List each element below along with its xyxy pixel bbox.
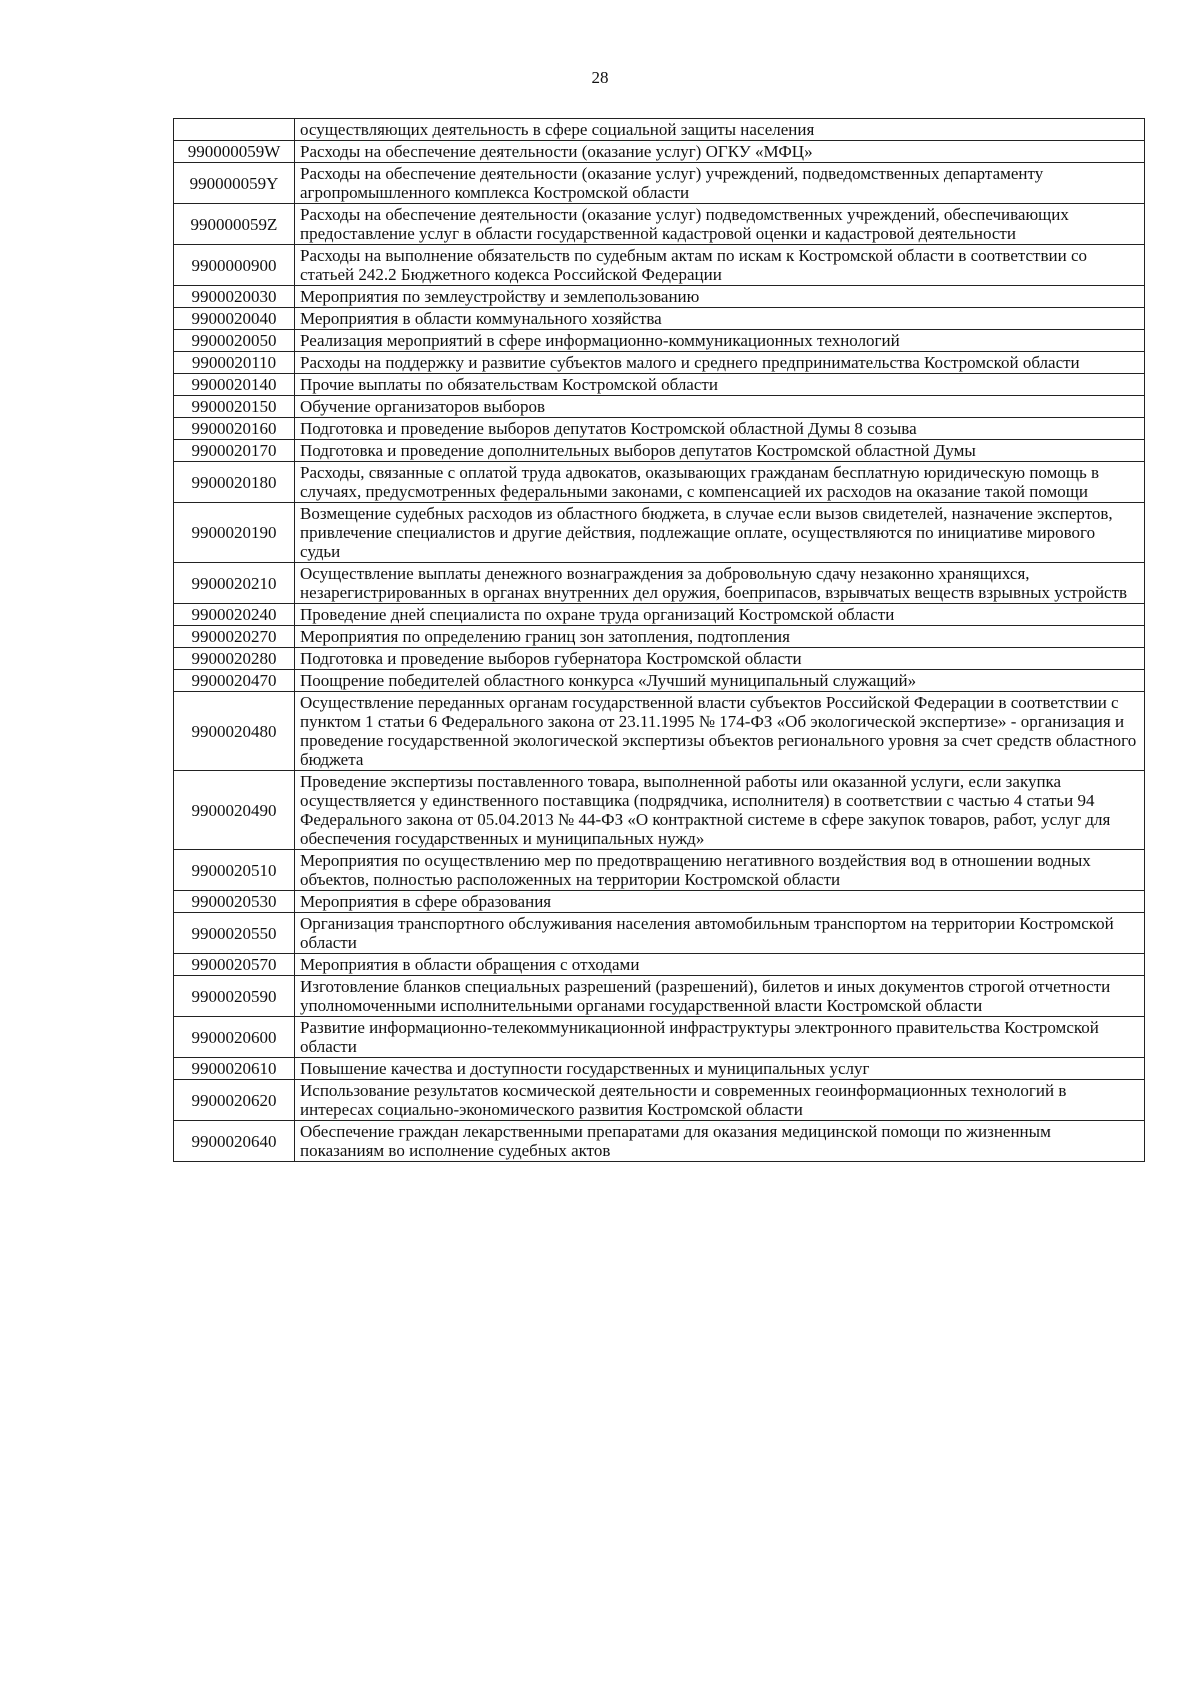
row-code: 9900020490 (174, 771, 295, 850)
row-description: Расходы на поддержку и развитие субъектов малого и среднего предпринимательства Костромской области (295, 352, 1145, 374)
row-description: Использование результатов космической деятельности и современных геоинформационных технологий в интересах социально-экономического развития Костромской области (295, 1080, 1145, 1121)
page-number: 28 (591, 68, 609, 87)
row-code: 9900020150 (174, 396, 295, 418)
row-code: 9900020110 (174, 352, 295, 374)
table-row (174, 418, 1145, 440)
table-row (174, 462, 1145, 503)
row-description: Мероприятия в области коммунального хозяйства (295, 308, 1145, 330)
table-row (174, 141, 1145, 163)
table-row (174, 976, 1145, 1017)
row-code: 9900020240 (174, 604, 295, 626)
row-description: Расходы на выполнение обязательств по судебным актам по искам к Костромской области в соответствии со статьей 242.2 Бюджетного кодекса Российской Федерации (295, 245, 1145, 286)
table-row (174, 954, 1145, 976)
row-code: 9900020510 (174, 850, 295, 891)
table-row (174, 563, 1145, 604)
table-row (174, 374, 1145, 396)
row-code: 9900020160 (174, 418, 295, 440)
row-description: Расходы на обеспечение деятельности (оказание услуг) учреждений, подведомственных департаменту агропромышленного комплекса Костромской области (295, 163, 1145, 204)
row-code: 9900020610 (174, 1058, 295, 1080)
row-description: Мероприятия по определению границ зон затопления, подтопления (295, 626, 1145, 648)
row-code: 9900020170 (174, 440, 295, 462)
row-code: 9900020190 (174, 503, 295, 563)
row-code: 9900020600 (174, 1017, 295, 1058)
row-code: 9900020570 (174, 954, 295, 976)
table-body (174, 119, 1145, 1162)
row-description: Изготовление бланков специальных разрешений (разрешений), билетов и иных документов строгой отчетности уполномоченными исполнительными органами государственной власти Костромской области (295, 976, 1145, 1017)
table-row (174, 503, 1145, 563)
row-code: 9900020140 (174, 374, 295, 396)
table-row (174, 771, 1145, 850)
row-description: Обучение организаторов выборов (295, 396, 1145, 418)
row-code: 9900020180 (174, 462, 295, 503)
row-code: 9900020640 (174, 1121, 295, 1162)
row-code: 9900020530 (174, 891, 295, 913)
row-description: Подготовка и проведение выборов депутатов Костромской областной Думы 8 созыва (295, 418, 1145, 440)
table-row (174, 1080, 1145, 1121)
table-row (174, 204, 1145, 245)
table-row (174, 163, 1145, 204)
row-description: Проведение экспертизы поставленного товара, выполненной работы или оказанной услуги, если закупка осуществляется у единственного поставщика (подрядчика, исполнителя) в соответствии с частью 4 статьи 94 Федерального закона от 05.04.2013 № 44-ФЗ «О контрактной системе в сфере закупок товаров, работ, услуг для обеспечения государственных и муниципальных нужд» (295, 771, 1145, 850)
row-code: 9900020050 (174, 330, 295, 352)
row-code: 9900020270 (174, 626, 295, 648)
row-code: 9900020550 (174, 913, 295, 954)
table-row (174, 1058, 1145, 1080)
row-code: 9900020030 (174, 286, 295, 308)
row-code: 9900020620 (174, 1080, 295, 1121)
row-code: 990000059W (174, 141, 295, 163)
row-description: осуществляющих деятельность в сфере социальной защиты населения (295, 119, 1145, 141)
table-row (174, 308, 1145, 330)
table-row (174, 440, 1145, 462)
row-code: 9900020590 (174, 976, 295, 1017)
row-code: 9900020210 (174, 563, 295, 604)
row-description: Мероприятия по осуществлению мер по предотвращению негативного воздействия вод в отношении водных объектов, полностью расположенных на территории Костромской области (295, 850, 1145, 891)
row-description: Мероприятия в области обращения с отходами (295, 954, 1145, 976)
table-row (174, 626, 1145, 648)
table-row (174, 604, 1145, 626)
table-row (174, 648, 1145, 670)
row-code: 9900020040 (174, 308, 295, 330)
row-description: Осуществление переданных органам государственной власти субъектов Российской Федерации в соответствии с пунктом 1 статьи 6 Федерального закона от 23.11.1995 № 174-ФЗ «Об экологической экспертизе» - организация и проведение государственной экологической экспертизы объектов регионального уровня за счет средств областного бюджета (295, 692, 1145, 771)
table-row (174, 670, 1145, 692)
row-description: Реализация мероприятий в сфере информационно-коммуникационных технологий (295, 330, 1145, 352)
row-description: Расходы на обеспечение деятельности (оказание услуг) ОГКУ «МФЦ» (295, 141, 1145, 163)
table-row (174, 352, 1145, 374)
row-code (174, 119, 295, 141)
row-description: Организация транспортного обслуживания населения автомобильным транспортом на территории Костромской области (295, 913, 1145, 954)
row-code: 9900020470 (174, 670, 295, 692)
row-description: Прочие выплаты по обязательствам Костромской области (295, 374, 1145, 396)
row-code: 9900020480 (174, 692, 295, 771)
row-code: 9900020280 (174, 648, 295, 670)
row-description: Подготовка и проведение дополнительных выборов депутатов Костромской областной Думы (295, 440, 1145, 462)
row-description: Развитие информационно-телекоммуникационной инфраструктуры электронного правительства Костромской области (295, 1017, 1145, 1058)
table-row (174, 1121, 1145, 1162)
table-row (174, 891, 1145, 913)
table-row (174, 330, 1145, 352)
row-description: Обеспечение граждан лекарственными препаратами для оказания медицинской помощи по жизненным показаниям во исполнение судебных актов (295, 1121, 1145, 1162)
row-description: Повышение качества и доступности государственных и муниципальных услуг (295, 1058, 1145, 1080)
table-row (174, 286, 1145, 308)
row-description: Проведение дней специалиста по охране труда организаций Костромской области (295, 604, 1145, 626)
table-row (174, 245, 1145, 286)
row-description: Поощрение победителей областного конкурса «Лучший муниципальный служащий» (295, 670, 1145, 692)
table-row (174, 396, 1145, 418)
row-description: Мероприятия в сфере образования (295, 891, 1145, 913)
table-row (174, 692, 1145, 771)
table-row (174, 1017, 1145, 1058)
table-row (174, 913, 1145, 954)
row-description: Расходы на обеспечение деятельности (оказание услуг) подведомственных учреждений, обеспечивающих предоставление услуг в области государственной кадастровой оценки и кадастровой деятельности (295, 204, 1145, 245)
row-description: Расходы, связанные с оплатой труда адвокатов, оказывающих гражданам бесплатную юридическую помощь в случаях, предусмотренных федеральными законами, с компенсацией их расходов на оказание такой помощи (295, 462, 1145, 503)
row-code: 990000059Z (174, 204, 295, 245)
row-code: 990000059Y (174, 163, 295, 204)
table-row (174, 850, 1145, 891)
row-description: Мероприятия по землеустройству и землепользованию (295, 286, 1145, 308)
table-row (174, 119, 1145, 141)
row-description: Возмещение судебных расходов из областного бюджета, в случае если вызов свидетелей, назначение экспертов, привлечение специалистов и другие действия, подлежащие оплате, осуществляются по инициативе мирового судьи (295, 503, 1145, 563)
row-description: Осуществление выплаты денежного вознаграждения за добровольную сдачу незаконно хранящихся, незарегистрированных в органах внутренних дел оружия, боеприпасов, взрывчатых веществ взрывных устройств (295, 563, 1145, 604)
row-description: Подготовка и проведение выборов губернатора Костромской области (295, 648, 1145, 670)
budget-classification-table (173, 118, 1145, 1162)
row-code: 9900000900 (174, 245, 295, 286)
